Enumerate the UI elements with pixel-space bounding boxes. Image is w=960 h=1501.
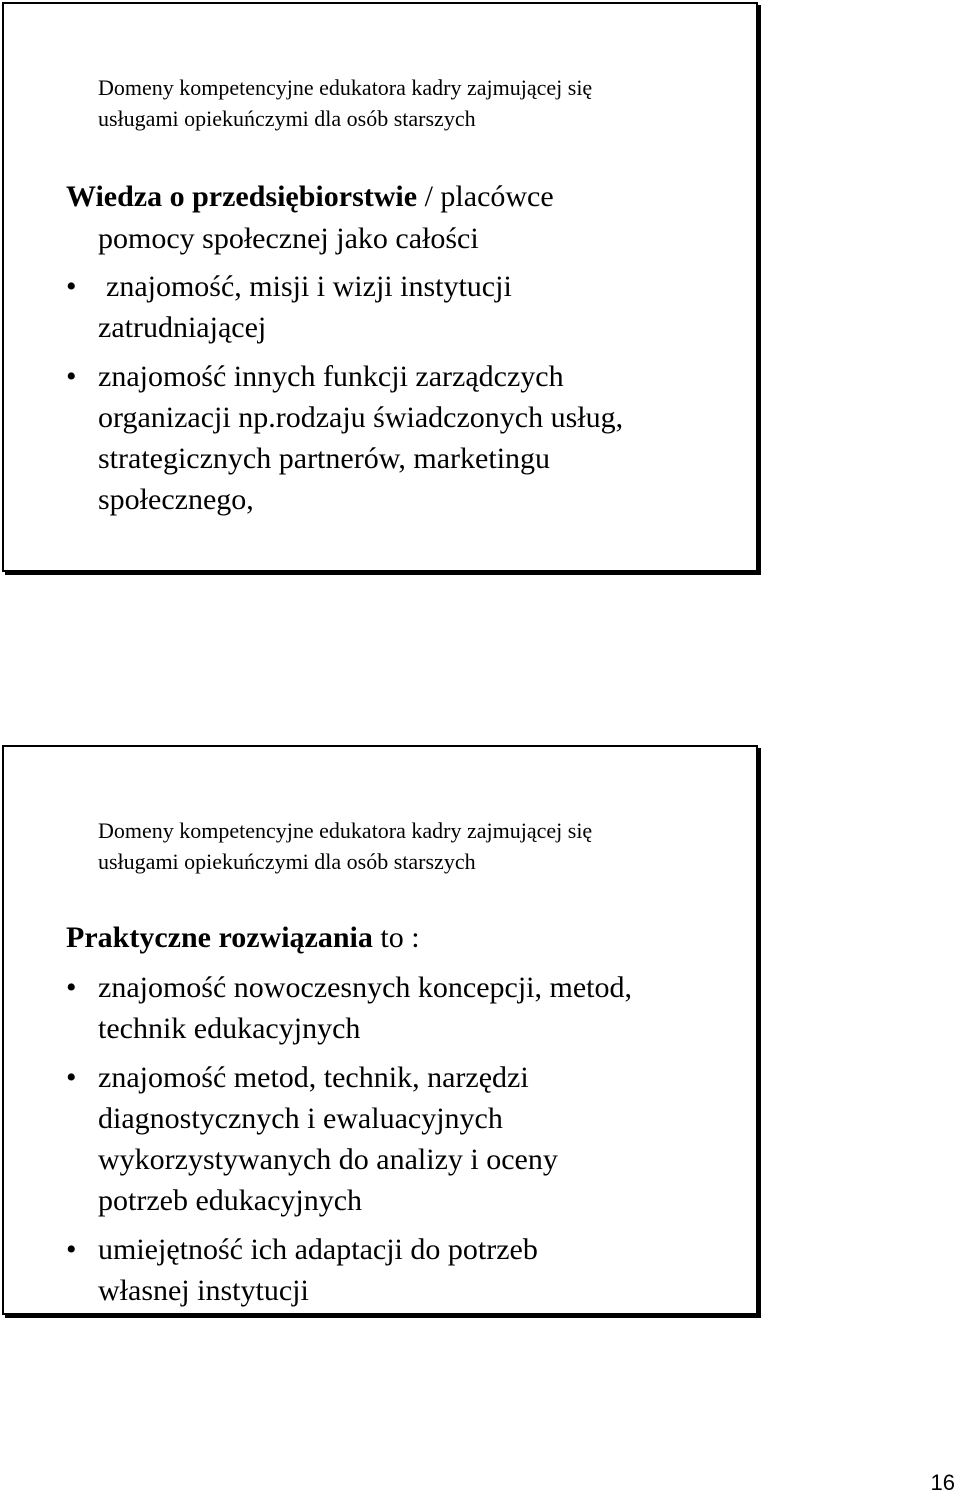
list-item	[66, 356, 746, 520]
list-item-line: potrzeb edukacyjnych	[98, 1184, 363, 1217]
slide-heading-line	[66, 917, 746, 959]
list-item-line: znajomość metod, technik, narzędzi	[98, 1061, 529, 1094]
list-item	[66, 1057, 746, 1221]
bullet-list	[66, 266, 746, 528]
bullet-icon: •	[66, 1061, 77, 1094]
slide-heading-bold: Praktyczne rozwiązania	[66, 921, 373, 954]
slide-title-line: Domeny kompetencyjne edukatora kadry zajmującej się	[98, 818, 593, 843]
slide-1	[2, 2, 758, 572]
slide-title-line: usługami opiekuńczymi dla osób starszych	[98, 849, 476, 874]
list-item-line: organizacji np.rodzaju świadczonych usług,	[98, 401, 624, 434]
list-item-line: własnej instytucji	[98, 1274, 309, 1307]
slide-heading	[66, 176, 746, 260]
slide-title-line: usługami opiekuńczymi dla osób starszych	[98, 106, 476, 131]
bullet-icon: •	[66, 1233, 77, 1266]
slide-heading-rest: / placówce	[417, 180, 554, 213]
bullet-icon: •	[66, 360, 77, 393]
slide-heading	[66, 917, 746, 959]
list-item-line: znajomość innych funkcji zarządczych	[98, 360, 564, 393]
slide-title	[98, 815, 718, 877]
list-item	[66, 967, 746, 1049]
slide-heading-rest: to :	[372, 921, 420, 954]
list-item	[66, 266, 746, 348]
bullet-icon: •	[66, 270, 77, 303]
bullet-icon: •	[66, 971, 77, 1004]
list-item-line: zatrudniającej	[98, 311, 267, 344]
slide-2	[2, 745, 758, 1315]
list-item-line: znajomość, misji i wizji instytucji	[106, 270, 512, 303]
list-item	[66, 1229, 746, 1311]
slide-title-line: Domeny kompetencyjne edukatora kadry zajmującej się	[98, 75, 593, 100]
list-item-line: społecznego,	[98, 483, 254, 516]
list-item-line: znajomość nowoczesnych koncepcji, metod,	[98, 971, 632, 1004]
list-item-line: technik edukacyjnych	[98, 1012, 361, 1045]
page-number: 16	[930, 1470, 955, 1495]
slide-title	[98, 72, 718, 134]
bullet-list	[66, 967, 746, 1319]
list-item-line: wykorzystywanych do analizy i oceny	[98, 1143, 558, 1176]
slide-heading-line	[66, 176, 746, 218]
list-item-line: strategicznych partnerów, marketingu	[98, 442, 551, 475]
list-item-line: umiejętność ich adaptacji do potrzeb	[98, 1233, 538, 1266]
slide-heading-line: pomocy społecznej jako całości	[98, 222, 479, 255]
list-item-line: diagnostycznych i ewaluacyjnych	[98, 1102, 503, 1135]
slide-heading-bold: Wiedza o przedsiębiorstwie	[66, 180, 418, 213]
